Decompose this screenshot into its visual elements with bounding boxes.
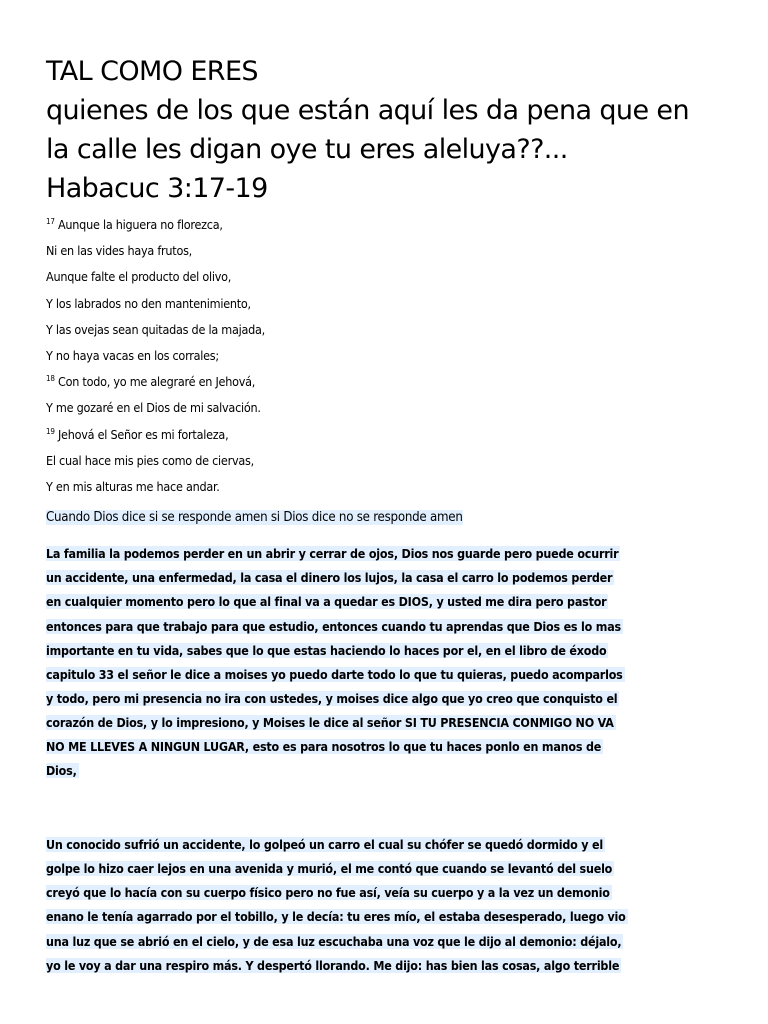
paragraph-line-text: creyó que lo hacía con su cuerpo físico pero no fue así, veía su cuerpo y a la vez un demonio xyxy=(46,885,610,901)
paragraph-line xyxy=(46,711,726,735)
paragraph-line xyxy=(46,759,726,783)
verse-line xyxy=(46,422,726,448)
verse-text: Y no haya vacas en los corrales; xyxy=(46,348,219,364)
verse-line xyxy=(46,212,726,238)
paragraph-line-text: La familia la podemos perder en un abrir y cerrar de ojos, Dios nos guarde pero puede ocurrir xyxy=(46,546,619,562)
paragraph-accident xyxy=(46,833,726,978)
paragraph-line-text: NO ME LLEVES A NINGUN LUGAR, esto es para nosotros lo que tu haces ponlo en manos de xyxy=(46,738,602,754)
verse-text: Aunque la higuera no florezca, xyxy=(57,217,223,232)
verse-text: Y me gozaré en el Dios de mi salvación. xyxy=(46,400,261,416)
verse-line xyxy=(46,395,726,421)
paragraph-line-text: Un conocido sufrió un accidente, lo golpeó un carro el cual su chófer se quedó dormido y el xyxy=(46,837,604,853)
paragraph-line-text: capitulo 33 el señor le dice a moises yo puedo darte todo lo que tu quieras, puedo acomparlos xyxy=(46,666,623,682)
paragraph-line xyxy=(46,566,726,590)
paragraph-line-text: una luz que se abrió en el cielo, y de esa luz escuchaba una voz que le dijo al demonio: déjalo, xyxy=(46,933,622,949)
paragraph-line xyxy=(46,542,726,566)
paragraph-line-text: importante en tu vida, sabes que lo que estas haciendo lo haces por el, en el libro de éxodo xyxy=(46,642,607,658)
verse-line xyxy=(46,317,726,343)
title-line-1: TAL COMO ERES xyxy=(46,56,258,87)
verse-number: 18 xyxy=(46,374,55,384)
paragraph-line xyxy=(46,930,726,954)
verse-line xyxy=(46,343,726,369)
paragraph-line xyxy=(46,615,726,639)
verse-line xyxy=(46,369,726,395)
paragraph-line xyxy=(46,833,726,857)
paragraph-line-text: enano le tenía agarrado por el tobillo, y le decía: tu eres mío, el estaba desesperado, luego vio xyxy=(46,909,626,925)
verse-text: Aunque falte el producto del olivo, xyxy=(46,269,232,285)
scripture-reference: Habacuc 3:17-19 xyxy=(46,173,268,204)
paragraph-line-text: un accidente, una enfermedad, la casa el dinero los lujos, la casa el carro lo podemos perder xyxy=(46,570,613,586)
paragraph-line xyxy=(46,687,726,711)
paragraph-line xyxy=(46,735,726,759)
paragraph-line-text: Dios, xyxy=(46,763,77,779)
paragraph-line-text: en cualquier momento pero lo que al final va a quedar es DIOS, y usted me dira pero pastor xyxy=(46,594,607,610)
document-heading xyxy=(46,52,726,208)
paragraph-spacer xyxy=(46,783,726,821)
paragraph-family xyxy=(46,542,726,783)
paragraph-line xyxy=(46,905,726,929)
quote-text: Cuando Dios dice si se responde amen si Dios dice no se responde amen xyxy=(46,510,463,526)
paragraph-line xyxy=(46,857,726,881)
verse-text: Y los labrados no den mantenimiento, xyxy=(46,295,251,311)
verse-text: Y en mis alturas me hace andar. xyxy=(46,479,220,495)
verse-number: 17 xyxy=(46,216,55,226)
paragraph-line-text: golpe lo hizo caer lejos en una avenida y murió, el me contó que cuando se levantó del suelo xyxy=(46,861,613,877)
paragraph-line xyxy=(46,954,726,978)
verse-text: Jehová el Señor es mi fortaleza, xyxy=(57,426,229,442)
verse-line xyxy=(46,264,726,290)
verse-number: 19 xyxy=(46,426,55,436)
verse-text: Y las ovejas sean quitadas de la majada, xyxy=(46,321,265,337)
paragraph-line xyxy=(46,639,726,663)
title-line-2: quienes de los que están aquí les da pena que en xyxy=(46,95,689,126)
verse-text: Con todo, yo me alegraré en Jehová, xyxy=(57,374,256,390)
paragraph-line-text: entonces para que trabajo para que estudio, entonces cuando tu aprendas que Dios es lo mas xyxy=(46,618,621,634)
verse-line xyxy=(46,238,726,264)
verse-text: El cual hace mis pies como de ciervas, xyxy=(46,452,254,468)
verse-line xyxy=(46,448,726,474)
scripture-verses xyxy=(46,212,726,500)
highlighted-quote xyxy=(46,505,726,530)
verse-line xyxy=(46,291,726,317)
paragraph-line xyxy=(46,663,726,687)
paragraph-line xyxy=(46,590,726,614)
verse-line xyxy=(46,474,726,500)
paragraph-line-text: y todo, pero mi presencia no ira con ustedes, y moises dice algo que yo creo que conquisto el xyxy=(46,690,618,706)
verse-text: Ni en las vides haya frutos, xyxy=(46,243,192,259)
title-line-3: la calle les digan oye tu eres aleluya??... xyxy=(46,134,568,165)
document-page xyxy=(46,52,726,978)
paragraph-line-text: yo le voy a dar una respiro más. Y despertó llorando. Me dijo: has bien las cosas, algo terrible xyxy=(46,957,620,973)
paragraph-line-text: corazón de Dios, y lo impresiono, y Moises le dice al señor SI TU PRESENCIA CONMIGO NO VA xyxy=(46,714,614,730)
paragraph-line xyxy=(46,881,726,905)
